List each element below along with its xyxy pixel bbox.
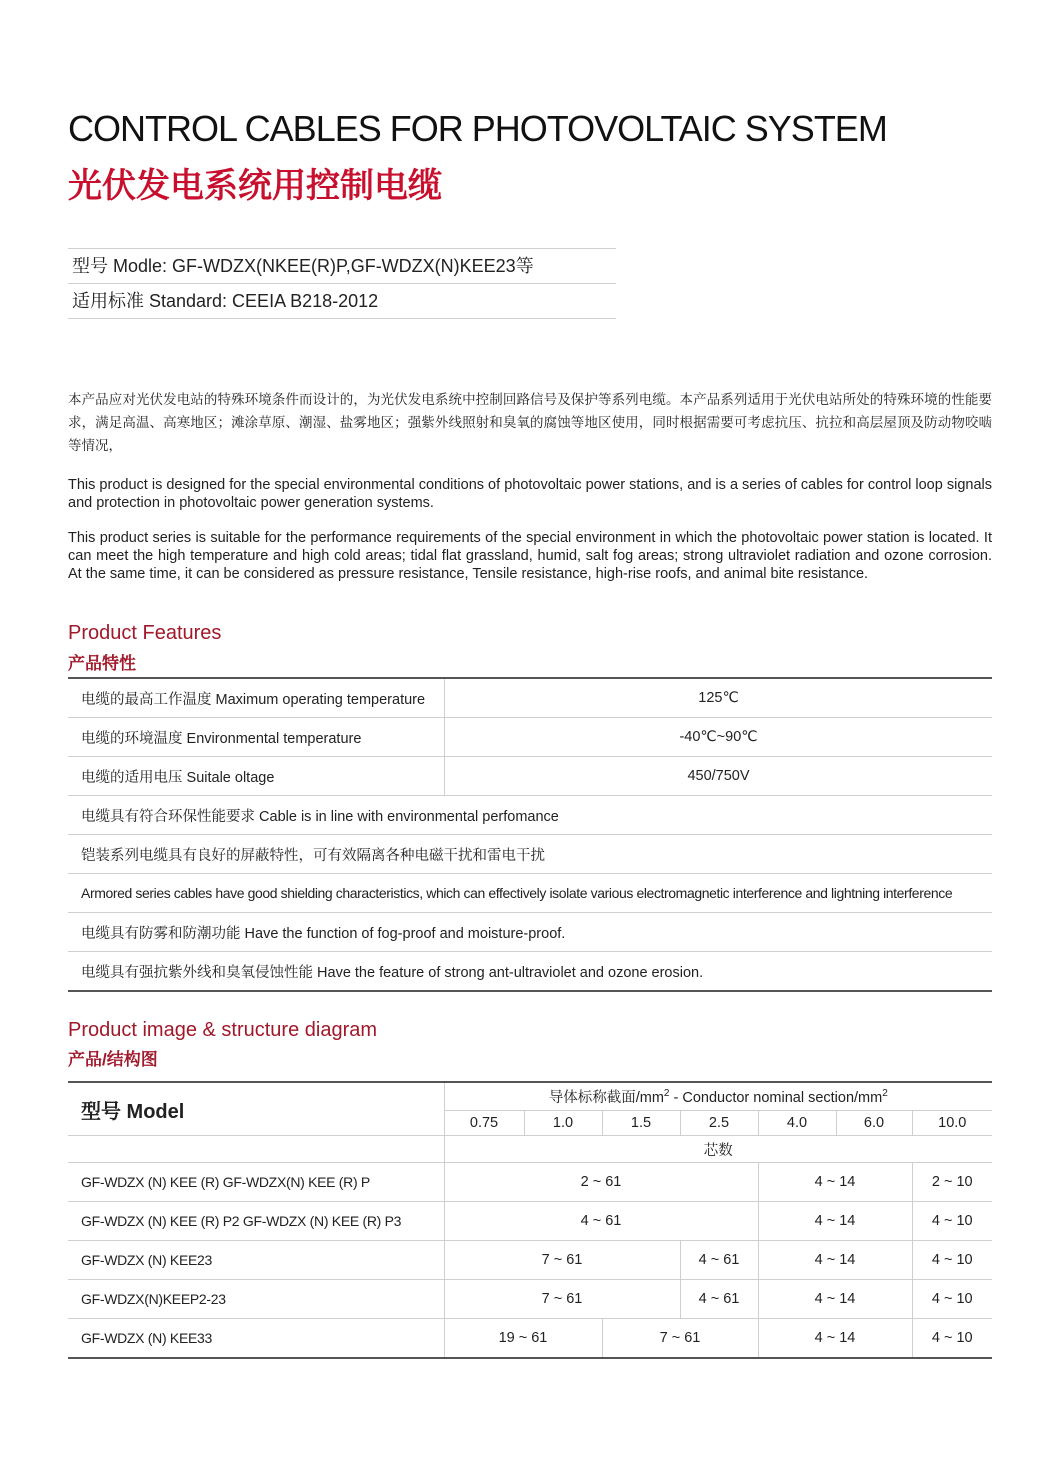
page-title-cn: 光伏发电系统用控制电缆 (68, 167, 442, 205)
feature-row (68, 718, 992, 757)
feature-label: 电缆具有防雾和防潮功能 Have the function of fog-proof and moisture-proof. (68, 913, 992, 952)
feature-value: -40℃~90℃ (445, 718, 993, 757)
feature-value: 450/750V (445, 757, 993, 796)
table-row (68, 1202, 992, 1241)
core-range-cell: 4 ~ 61 (680, 1241, 758, 1280)
core-range-cell: 4 ~ 14 (758, 1163, 912, 1202)
core-range-cell: 4 ~ 10 (912, 1280, 992, 1319)
features-table (68, 677, 992, 992)
feature-row (68, 913, 992, 952)
core-range-cell: 7 ~ 61 (444, 1241, 680, 1280)
table-row (68, 1319, 992, 1359)
feature-row (68, 874, 992, 913)
core-range-cell: 4 ~ 10 (912, 1241, 992, 1280)
size-cell: 6.0 (836, 1111, 912, 1136)
features-heading-en: Product Features (68, 622, 222, 644)
model-cell: GF-WDZX (N) KEE33 (81, 1330, 213, 1346)
features-heading-cn: 产品特性 (68, 654, 136, 673)
feature-row (68, 757, 992, 796)
feature-row (68, 835, 992, 874)
feature-label: 电缆的环境温度 Environmental temperature (68, 718, 445, 757)
core-range-cell: 4 ~ 61 (444, 1202, 758, 1241)
model-column-header: 型号 Model (68, 1082, 444, 1136)
core-range-cell: 19 ~ 61 (444, 1319, 602, 1359)
core-range-cell: 4 ~ 61 (680, 1280, 758, 1319)
spec-table (68, 1081, 992, 1359)
feature-label: 电缆具有符合环保性能要求 Cable is in line with environmental perfomance (68, 796, 992, 835)
blank-cell (68, 1136, 444, 1163)
feature-row (68, 678, 992, 718)
feature-label: Armored series cables have good shielding characteristics, which can effectively isolate various electromagnetic interference and lightning interference (68, 874, 992, 913)
section-header: 导体标称截面$/mm^2$ - Conductor nominal section/$mm^2$ (444, 1082, 992, 1111)
meta-block (68, 248, 616, 319)
cores-row (68, 1136, 992, 1163)
core-range-cell: 4 ~ 14 (758, 1280, 912, 1319)
spec-header-row (68, 1082, 992, 1111)
core-range-cell: 4 ~ 10 (912, 1319, 992, 1359)
table-row (68, 1163, 992, 1202)
core-range-cell: 2 ~ 10 (912, 1163, 992, 1202)
core-range-cell: 4 ~ 14 (758, 1319, 912, 1359)
feature-label: 电缆的最高工作温度 Maximum operating temperature (68, 678, 445, 718)
feature-label: 电缆的适用电压 Suitale oltage (68, 757, 445, 796)
core-range-cell: 4 ~ 14 (758, 1241, 912, 1280)
core-range-cell: 4 ~ 14 (758, 1202, 912, 1241)
model-line: 型号 Modle: GF-WDZX(NKEE(R)P,GF-WDZX(N)KEE23等 (68, 248, 616, 283)
size-cell: 4.0 (758, 1111, 836, 1136)
page-title-en: CONTROL CABLES FOR PHOTOVOLTAIC SYSTEM (68, 108, 887, 149)
feature-label: 电缆具有强抗紫外线和臭氧侵蚀性能 Have the feature of strong ant-ultraviolet and ozone erosion. (81, 964, 704, 981)
core-range-cell: 2 ~ 61 (444, 1163, 758, 1202)
feature-value: 125℃ (445, 678, 993, 718)
size-cell: 1.5 (602, 1111, 680, 1136)
core-range-cell: 7 ~ 61 (602, 1319, 758, 1359)
size-cell: 0.75 (444, 1111, 524, 1136)
model-cell: GF-WDZX (N) KEE23 (68, 1241, 444, 1280)
feature-label: 铠装系列电缆具有良好的屏蔽特性，可有效隔离各种电磁干扰和雷电干扰 (68, 835, 992, 874)
model-cell: GF-WDZX(N)KEEP2-23 (68, 1280, 444, 1319)
size-cell: 10.0 (912, 1111, 992, 1136)
feature-row (68, 952, 992, 992)
intro-en-1: This product is designed for the special environmental conditions of photovoltaic power stations, and is a series of cables for control loop signals and protection in photovoltaic power generation systems. (68, 477, 992, 511)
intro-cn: 本产品应对光伏发电站的特殊环境条件而设计的，为光伏发电系统中控制回路信号及保护等系列电缆。本产品系列适用于光伏电站所处的特殊环境的性能要求，满足高温、高寒地区；滩涂草原、潮湿、盐雾地区；强紫外线照射和臭氧的腐蚀等地区使用，同时根据需要可考虑抗压、抗拉和高层屋顶及防动物咬啮等情况， (68, 392, 992, 453)
model-cell: GF-WDZX (N) KEE (R) P2 GF-WDZX (N) KEE (R) P3 (68, 1202, 444, 1241)
table-row (68, 1280, 992, 1319)
core-range-cell: 4 ~ 10 (912, 1202, 992, 1241)
size-cell: 2.5 (680, 1111, 758, 1136)
cores-label: 芯数 (444, 1136, 992, 1163)
structure-heading-cn: 产品/结构图 (68, 1050, 158, 1069)
core-range-cell: 7 ~ 61 (444, 1280, 680, 1319)
intro-en-2: This product series is suitable for the performance requirements of the special environment in which the photovoltaic power station is located. It can meet the high temperature and high cold areas; tidal flat grassland, humid, salt fog areas; strong ultraviolet radiation and ozone corrosion. At the same time, it can be considered as pressure resistance, Tensile resistance, high-rise roofs, and animal bite resistance. (68, 530, 992, 582)
feature-row (68, 796, 992, 835)
standard-line: 适用标准 Standard: CEEIA B218-2012 (68, 283, 616, 319)
table-row (68, 1241, 992, 1280)
size-cell: 1.0 (524, 1111, 602, 1136)
structure-heading-en: Product image & structure diagram (68, 1019, 378, 1041)
model-cell: GF-WDZX (N) KEE (R) GF-WDZX(N) KEE (R) P (68, 1163, 444, 1202)
